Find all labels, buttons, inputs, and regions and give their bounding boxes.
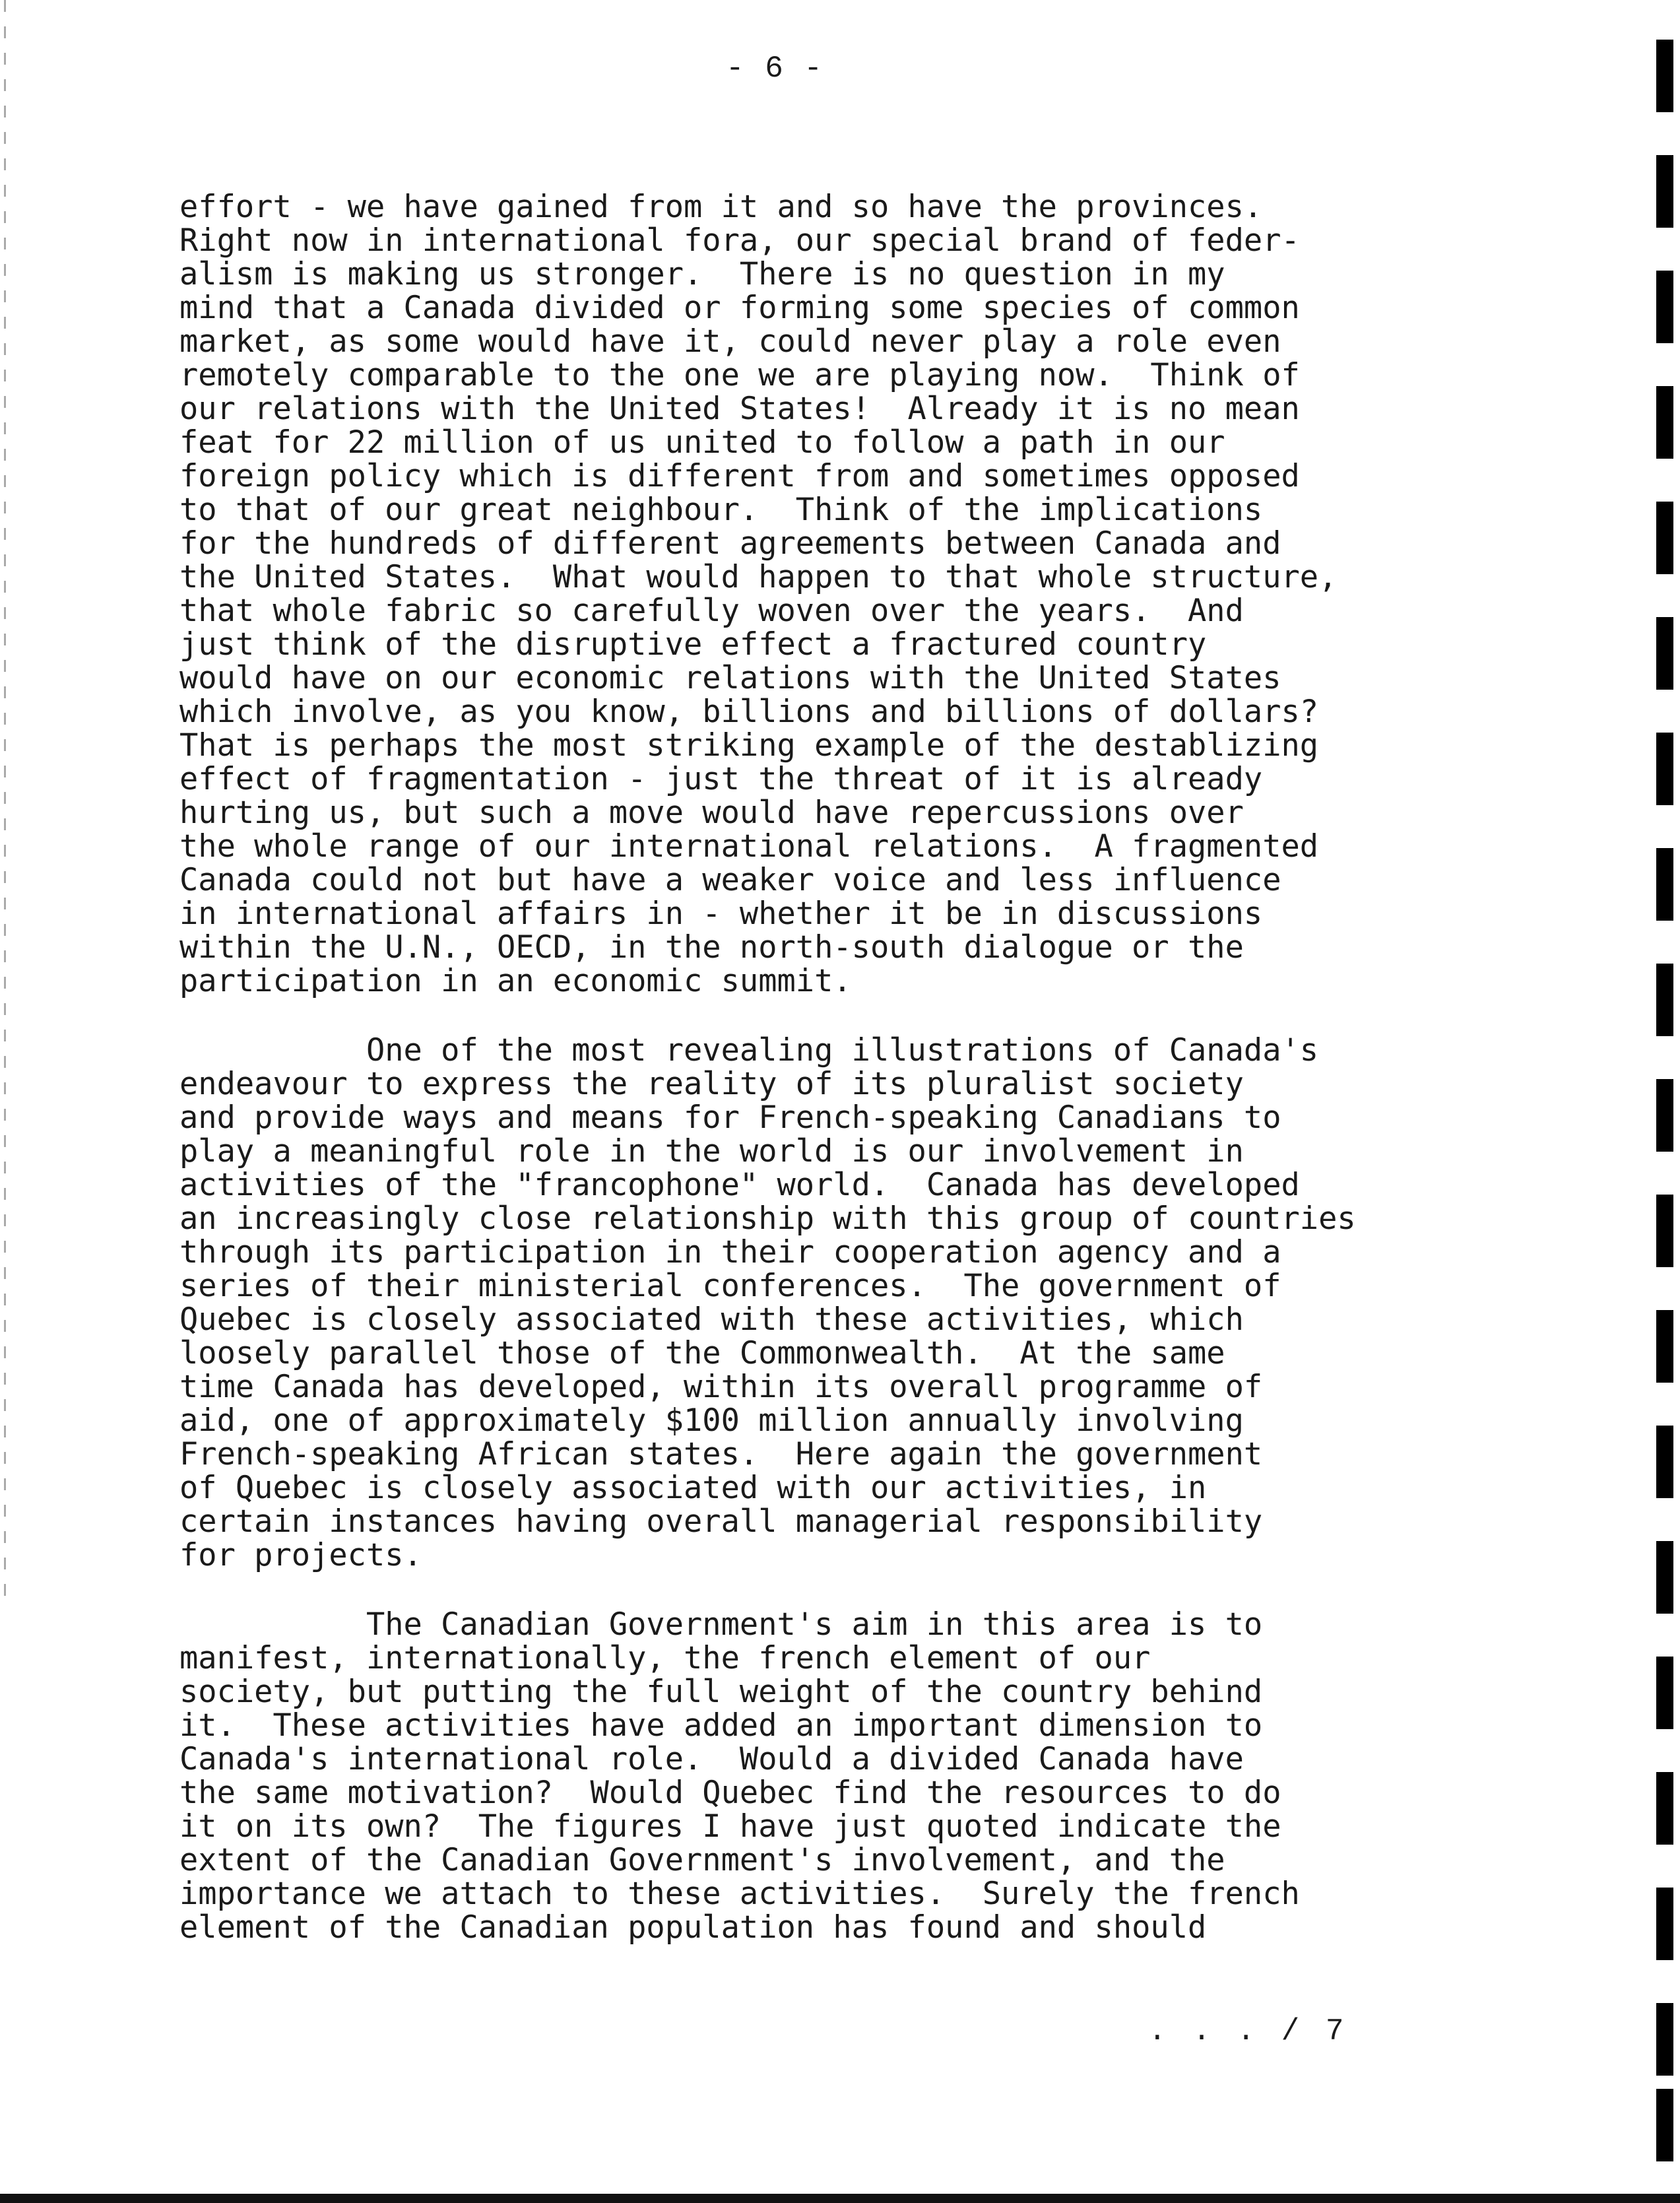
paragraph-1: effort - we have gained from it and so have the provinces. Right now in international fora, our special brand of feder- alism is making us stronger. There is no question in my mind that a Canada divided or forming some species of common market, as some would have it, could never play a role even remotely comparable to the one we are playing now. Think of our relations with the United States! Already it is no mean feat for 22 million of us united to follow a path in our foreign policy which is different from and sometimes opposed to that of our great neighbour. Think of the implications for the hundreds of different agreements between Canada and the United States. What would happen to that whole structure, that whole fabric so carefully woven over the years. And just think of the disruptive effect a fractured country would have on our economic relations with the United States which involve, as you know, billions and billions of dollars? That is perhaps the most striking example of the destablizing effect of fragmentation - just the threat of it is already hurting us, but such a move would have repercussions over the whole range of our international relations. A fragmented Canada could not but have a weaker voice and less influence in international affairs in - whether it be in discussions within the U.N., OECD, in the north-south dialogue or the participation in an economic summit. [179,189,1338,999]
edge-mark [1656,1079,1673,1152]
edge-mark [1656,1195,1673,1267]
edge-mark [1656,386,1673,459]
edge-mark [1656,1772,1673,1845]
scan-edge-marks [1640,0,1680,2203]
scan-bottom-edge [0,2194,1680,2203]
edge-mark [1656,1657,1673,1729]
edge-mark [1656,1888,1673,1960]
edge-mark [1656,2003,1673,2076]
edge-mark [1656,271,1673,343]
edge-mark [1656,502,1673,574]
edge-mark [1656,155,1673,228]
continuation-marker: . . . / 7 [1148,2014,1348,2049]
edge-mark [1656,617,1673,690]
paragraph-3: The Canadian Government's aim in this area is to manifest, internationally, the french element of our society, but putting the full weight of the country behind it. These activities have added an important dimension to Canada's international role. Would a divided Canada have the same motivation? Would Quebec find the resources to do it on its own? The figures I have just quoted indicate the extent of the Canadian Government's involvement, and the importance we attach to these activities. Surely the french element of the Canadian population has found and should [179,1606,1300,1946]
edge-mark [1656,1426,1673,1498]
edge-mark [1656,1310,1673,1383]
page-number: - 6 - [726,51,824,86]
edge-mark [1656,2089,1673,2161]
edge-mark [1656,40,1673,112]
scan-left-edge [4,0,6,1610]
edge-mark [1656,964,1673,1036]
edge-mark [1656,1541,1673,1614]
edge-mark [1656,733,1673,805]
edge-mark [1656,848,1673,921]
paragraph-2: One of the most revealing illustrations of Canada's endeavour to express the reality of its pluralist society and provide ways and means for French-speaking Canadians to play a meaningful role in the world is our involvement in activities of the "francophone" world. Canada has developed an increasingly close relationship with this group of countries through its participation in their cooperation agency and a series of their ministerial conferences. The government of Quebec is closely associated with these activities, which loosely parallel those of the Commonwealth. At the same time Canada has developed, within its overall programme of aid, one of approximately $100 million annually involving French-speaking African states. Here again the government of Quebec is closely associated with our activities, in certain instances having overall managerial responsibility for projects. [179,1032,1356,1573]
